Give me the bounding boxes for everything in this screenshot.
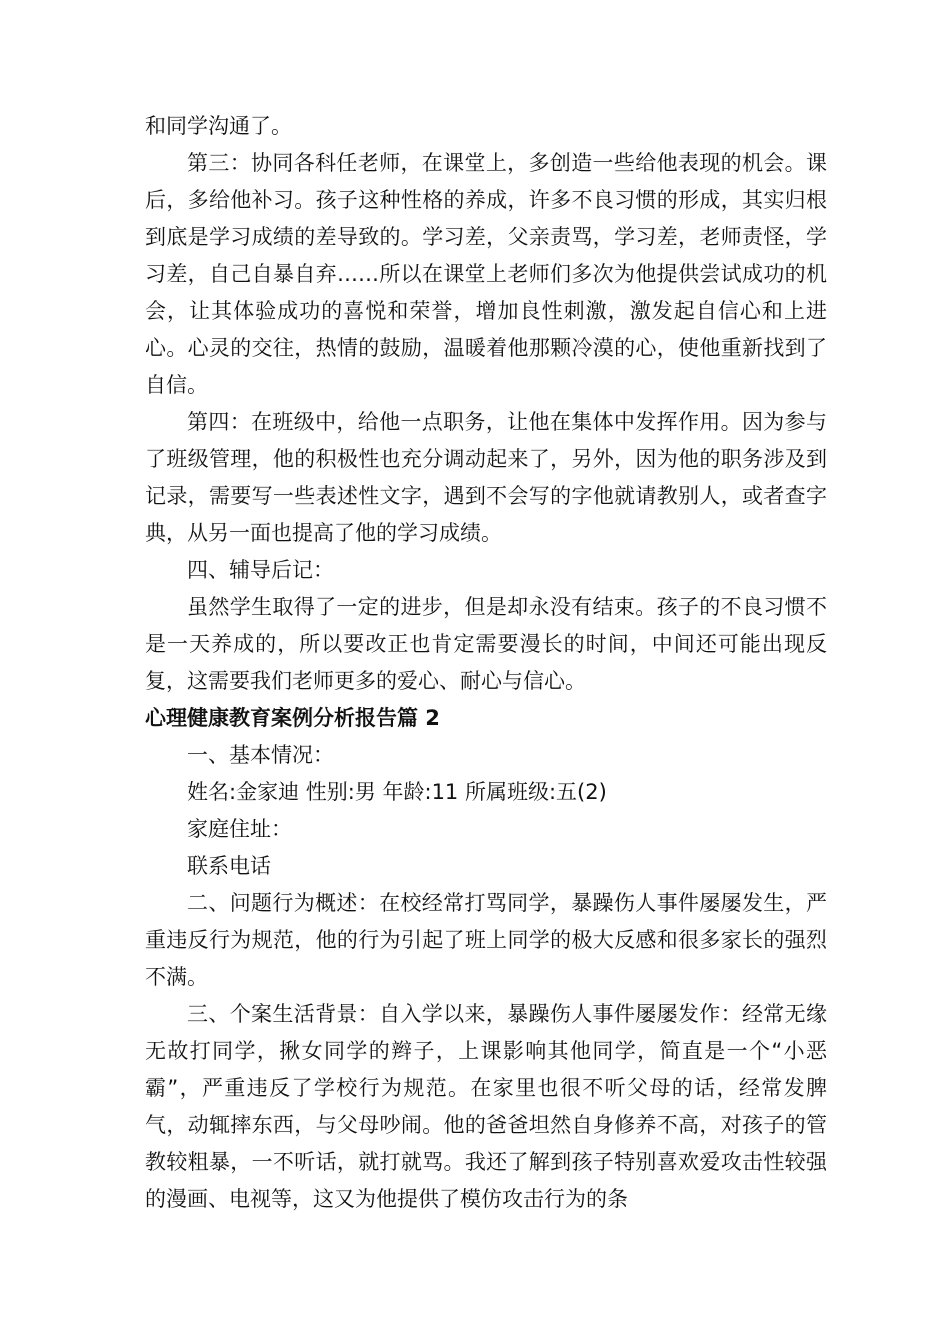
- paragraph-info: 家庭住址：: [187, 817, 292, 841]
- paragraph-subheading: 一、基本情况：: [187, 743, 334, 767]
- paragraph: 第三：协同各科任老师，在课堂上，多创造一些给他表现的机会。课后，多给他补习。孩子这种性格的养成，许多不良习惯的形成，其实归根到底是学习成绩的差导致的。学习差，父亲责骂，学习差，老师责怪，学习差，自己自暴自弃……所以在课堂上老师们多次为他提供尝试成功的机会，让其体验成功的喜悦和荣誉，增加良性刺激，激发起自信心和上进心。心灵的交往，热情的鼓励，温暖着他那颗冷漠的心，使他重新找到了自信。: [145, 151, 827, 397]
- paragraph: 和同学沟通了。: [145, 114, 292, 138]
- paragraph-info: 联系电话: [187, 854, 271, 878]
- paragraph-subheading: 四、辅导后记：: [187, 558, 334, 582]
- document-body: [145, 108, 827, 1218]
- paragraph-info: 姓名:金家迪 性别:男 年龄:11 所属班级:五(2): [187, 780, 607, 804]
- paragraph: 三、个案生活背景：自入学以来，暴躁伤人事件屡屡发作：经常无缘无故打同学，揪女同学的辫子，上课影响其他同学，简直是一个“小恶霸”，严重违反了学校行为规范。在家里也很不听父母的话，经常发脾气，动辄摔东西，与父母吵闹。他的爸爸坦然自身修养不高，对孩子的管教较粗暴，一不听话，就打就骂。我还了解到孩子特别喜欢爱攻击性较强的漫画、电视等，这又为他提供了模仿攻击行为的条: [145, 1002, 827, 1211]
- section-title: 心理健康教育案例分析报告篇 2: [145, 706, 440, 730]
- paragraph: 虽然学生取得了一定的进步，但是却永没有结束。孩子的不良习惯不是一天养成的，所以要改正也肯定需要漫长的时间，中间还可能出现反复，这需要我们老师更多的爱心、耐心与信心。: [145, 595, 827, 693]
- paragraph: 第四：在班级中，给他一点职务，让他在集体中发挥作用。因为参与了班级管理，他的积极性也充分调动起来了，另外，因为他的职务涉及到记录，需要写一些表述性文字，遇到不会写的字他就请教别人，或者查字典，从另一面也提高了他的学习成绩。: [145, 410, 827, 545]
- paragraph: 二、问题行为概述：在校经常打骂同学，暴躁伤人事件屡屡发生，严重违反行为规范，他的行为引起了班上同学的极大反感和很多家长的强烈不满。: [145, 891, 827, 989]
